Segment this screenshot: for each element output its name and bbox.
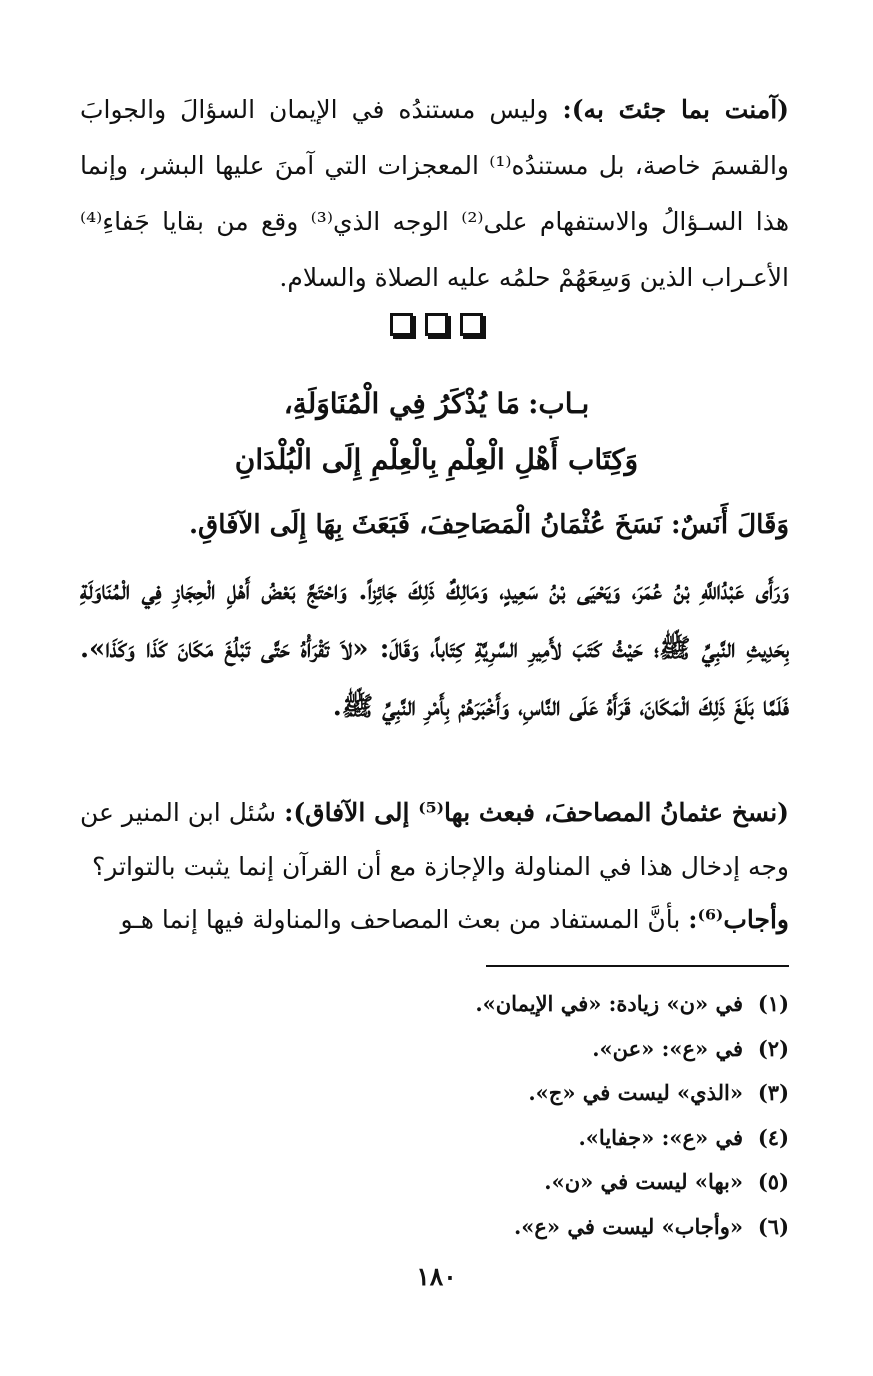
commentary-paragraph-2: [80, 786, 789, 894]
footnote-text: «بها» ليست في «ن».: [544, 1169, 743, 1194]
commentary-text-1: وليس مستندُه في الإيمان السؤالَ والجوابَ والقسمَ خاصة، بل مستندُه⁽¹⁾ المعجزات التي آمنَ عليها البشر، وإنما هذا السـؤالُ والاستفهام على⁽²⁾ الوجه الذي⁽³⁾ وقع من بقايا جَفاءِ⁽⁴⁾ الأعـراب الذين وَسِعَهُمْ حلمُه عليه الصلاة والسلام.: [80, 95, 790, 292]
hadith-line-anas: وَقَالَ أَنَسٌ: نَسَخَ عُثْمَانُ الْمَصَاحِفَ، فَبَعَثَ بِهَا إِلَى الآفَاقِ.: [189, 510, 789, 540]
footnote-number: (٢): [757, 1035, 789, 1061]
footnote-text: في «ن» زيادة: «في الإيمان».: [475, 991, 743, 1016]
separator-square-icon: [425, 313, 448, 336]
hadith-paragraph: وَرَأَى عَبْدُاللَّهِ بْنُ عُمَرَ، وَيَحْيَى بْنُ سَعِيدٍ، وَمَالِكٌ ذَلِكَ جَائِزاً. وَاحْتَجَّ بَعْضُ أَهْلِ الْحِجَازِ فِي الْمُنَاوَلَةِ بِحَدِيثِ النَّبِيِّ ﷺ؛ حَيْثُ كَتَبَ لأَمِيرِ السَّرِيَّةِ كِتَاباً، وَقَالَ: «لاَ تَقْرَأْهُ حَتَّى تَبْلُغَ مَكَانَ كَذَا وَكَذَا». فَلَمَّا بَلَغَ ذَلِكَ الْمَكَانَ، قَرَأَهُ عَلَى النَّاسِ، وَأَخْبَرَهُمْ بِأَمْرِ النَّبِيِّ ﷺ.: [80, 576, 789, 722]
lemma-amantu: (آمنت بما جئتَ به):: [562, 95, 789, 124]
footnote-number: (٤): [757, 1124, 789, 1150]
chapter-title-1: مَا يُذْكَرُ فِي الْمُنَاوَلَةِ،: [283, 387, 521, 420]
lemma-ajaba: وأجاب⁽⁶⁾:: [688, 905, 789, 934]
commentary-paragraph-3: [80, 892, 789, 948]
separator-square-icon: [390, 313, 413, 336]
chapter-label: بـاب:: [528, 387, 590, 420]
page-number: ١٨٠: [416, 1262, 457, 1291]
section-separator: [0, 313, 873, 336]
footnote-item: [80, 1027, 789, 1072]
lemma-uthman: (نسخ عثمانُ المصاحفَ، فبعث بها⁽⁵⁾ إلى الآفاق):: [284, 798, 790, 827]
footnote-text: «وأجاب» ليست في «ع».: [513, 1213, 743, 1239]
chapter-heading-line-1: [60, 376, 813, 432]
footnote-item: [80, 1116, 789, 1161]
commentary-paragraph-1: [80, 82, 789, 306]
footnote-number: (٣): [757, 1080, 789, 1105]
footnote-item: [80, 982, 789, 1027]
chapter-title-2: وَكِتَاب أَهْلِ الْعِلْمِ بِالْعِلْمِ إِلَى الْبُلْدَانِ: [234, 443, 639, 476]
footnote-item: [80, 1071, 789, 1116]
footnote-item: [80, 1205, 789, 1250]
separator-square-icon: [460, 313, 483, 336]
commentary-text-3: بأنَّ المستفاد من بعث المصاحف والمناولة فيها إنما هـو: [120, 905, 689, 934]
commentary-text-2: سُئل ابن المنير عن وجه إدخال هذا في المناولة والإجازة مع أن القرآن إنما يثبت بالتواتر؟: [80, 798, 789, 881]
footnote-text: في «ع»: «عن».: [592, 1035, 743, 1061]
chapter-heading: [60, 376, 813, 488]
footnote-number: (٥): [757, 1169, 789, 1194]
footnote-item: [80, 1160, 789, 1205]
footnote-divider: [486, 965, 789, 967]
hadith-text: [80, 496, 789, 736]
footnote-text: في «ع»: «جفايا».: [578, 1124, 743, 1150]
footnote-number: (١): [757, 991, 789, 1016]
footnote-text: «الذي» ليست في «ج».: [528, 1080, 743, 1105]
footnotes-list: [80, 982, 789, 1249]
footnote-number: (٦): [757, 1213, 789, 1239]
